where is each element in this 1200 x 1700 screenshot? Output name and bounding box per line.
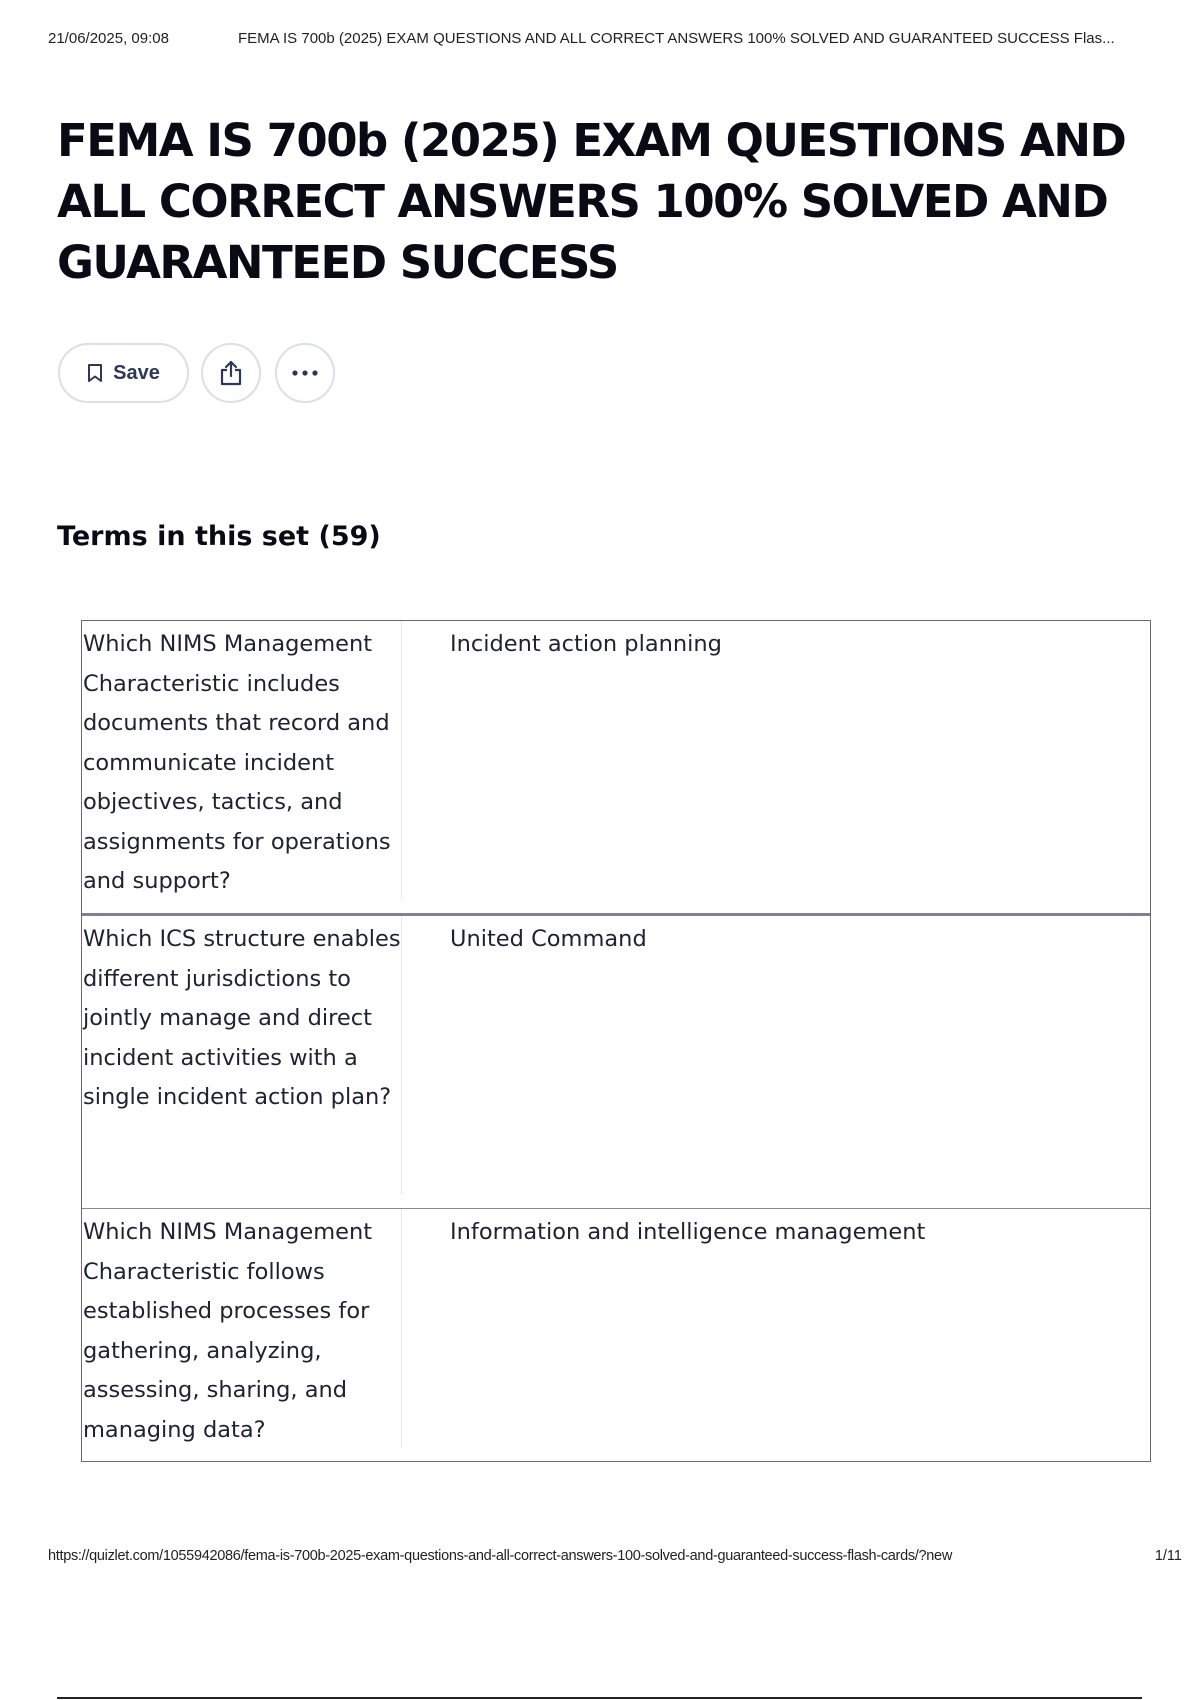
terms-table — [81, 620, 1151, 1462]
print-page-number: 1/11 — [1154, 1548, 1182, 1564]
terms-section-heading: Terms in this set (59) — [57, 521, 381, 552]
share-icon — [218, 359, 244, 387]
more-horizontal-icon — [291, 369, 319, 377]
share-button[interactable] — [201, 343, 261, 403]
save-button-label: Save — [113, 361, 160, 384]
definition-text: United Command — [450, 926, 647, 952]
term-row — [82, 621, 1150, 913]
term-text: Which NIMS Management Characteristic follows established processes for gathering, analyzing, assessing, sharing, and managing data? — [82, 1209, 402, 1447]
print-document-title: FEMA IS 700b (2025) EXAM QUESTIONS AND ALL CORRECT ANSWERS 100% SOLVED AND GUARANTEED SUCCESS Flas... — [238, 30, 1115, 47]
print-footer — [48, 1548, 1182, 1568]
page-title: FEMA IS 700b (2025) EXAM QUESTIONS AND ALL CORRECT ANSWERS 100% SOLVED AND GUARANTEED SUCCESS — [57, 114, 1126, 289]
term-row — [82, 1208, 1150, 1461]
term-text: Which ICS structure enables different jurisdictions to jointly manage and direct incident activities with a single incident action plan? — [82, 916, 402, 1194]
more-options-button[interactable] — [275, 343, 335, 403]
definition-text: Incident action planning — [450, 631, 722, 657]
term-row — [82, 913, 1150, 1208]
print-url: https://quizlet.com/1055942086/fema-is-700b-2025-exam-questions-and-all-correct-answers-100-solved-and-guaranteed-success-flash-cards/?new — [48, 1548, 952, 1564]
term-text: Which NIMS Management Characteristic includes documents that record and communicate incident objectives, tactics, and assignments for operations and support? — [82, 621, 402, 899]
definition-text: Information and intelligence management — [450, 1219, 926, 1245]
print-date: 21/06/2025, 09:08 — [48, 30, 169, 47]
save-button[interactable] — [58, 343, 189, 403]
bookmark-icon — [87, 363, 103, 383]
page-divider — [57, 1697, 1142, 1699]
action-bar — [58, 343, 335, 403]
print-header — [48, 30, 1182, 50]
